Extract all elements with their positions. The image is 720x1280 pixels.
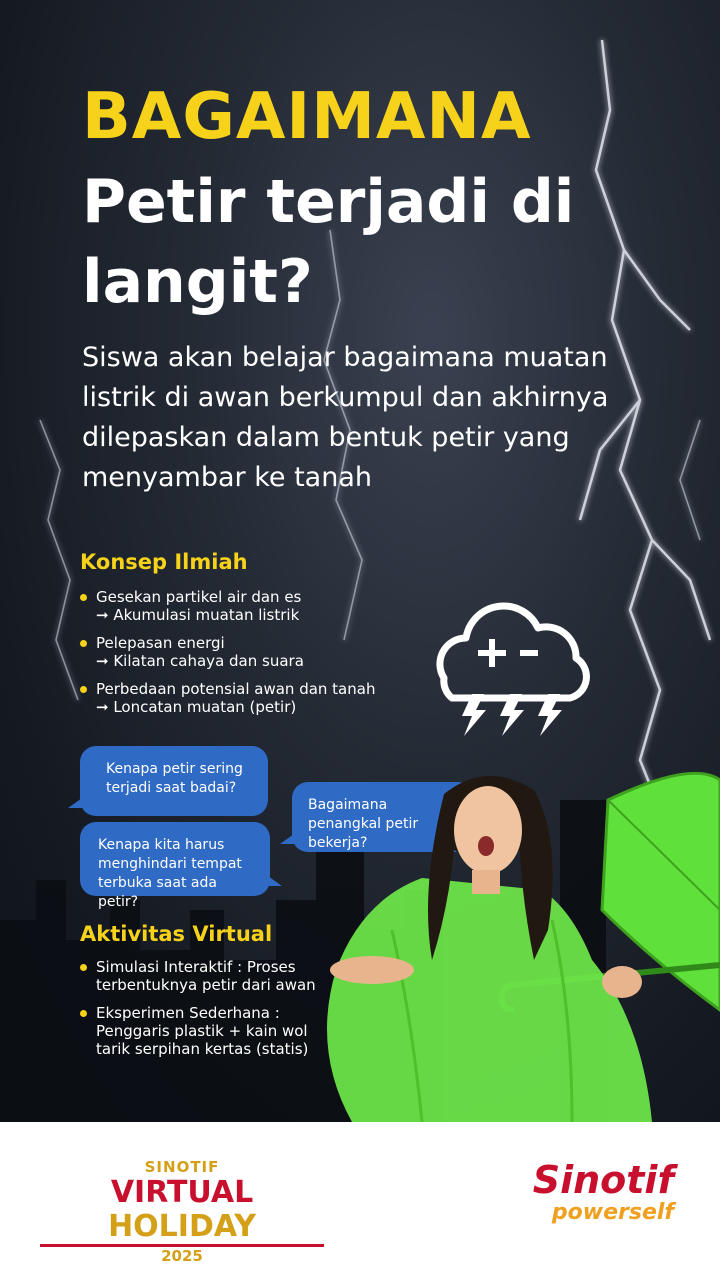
lightning-icon bbox=[462, 694, 562, 736]
konsep-item-result: ➞ Kilatan cahaya dan suara bbox=[96, 652, 304, 670]
bullet-icon bbox=[80, 1010, 87, 1017]
konsep-item-result: ➞ Loncatan muatan (petir) bbox=[96, 698, 297, 716]
event-top-label: SINOTIF bbox=[144, 1158, 220, 1176]
konsep-item-text: Perbedaan potensial awan dan tanah bbox=[96, 680, 376, 698]
bullet-icon bbox=[80, 594, 87, 601]
aktivitas-list bbox=[80, 958, 340, 1068]
brand-name: Sinotif bbox=[532, 1158, 674, 1202]
event-title bbox=[40, 1176, 324, 1247]
list-item bbox=[80, 680, 410, 716]
brand-tagline: powerself bbox=[551, 1200, 674, 1225]
list-item bbox=[80, 1004, 340, 1058]
event-year: 2025 bbox=[161, 1247, 203, 1265]
storm-cloud-icon bbox=[424, 590, 594, 754]
event-word-holiday: HOLIDAY bbox=[108, 1209, 256, 1244]
list-item bbox=[80, 588, 410, 624]
konsep-item-result: ➞ Akumulasi muatan listrik bbox=[96, 606, 300, 624]
bullet-icon bbox=[80, 686, 87, 693]
konsep-list bbox=[80, 588, 410, 726]
konsep-heading: Konsep Ilmiah bbox=[80, 550, 248, 574]
aktivitas-heading: Aktivitas Virtual bbox=[80, 922, 273, 946]
plus-icon bbox=[478, 639, 506, 667]
bullet-icon bbox=[80, 640, 87, 647]
minus-icon bbox=[520, 650, 538, 656]
konsep-item-text: Pelepasan energi bbox=[96, 634, 225, 652]
girl-with-umbrella-illustration bbox=[272, 760, 720, 1126]
virtual-holiday-logo bbox=[40, 1158, 324, 1265]
question-bubble-3: Bagaimana penangkal petir bekerja? bbox=[292, 782, 474, 852]
list-item bbox=[80, 958, 340, 994]
aktivitas-item-text: Eksperimen Sederhana : Penggaris plastik + kain wol tarik serpihan kertas (statis) bbox=[96, 1004, 309, 1058]
headline-white: Petir terjadi di langit? bbox=[82, 167, 575, 317]
list-item bbox=[80, 634, 410, 670]
intro-paragraph: Siswa akan belajar bagaimana muatan listrik di awan berkumpul dan akhirnya dilepaskan dalam bentuk petir yang menyambar ke tanah bbox=[82, 342, 609, 493]
event-word-virtual: VIRTUAL bbox=[110, 1175, 254, 1210]
question-bubble-2: Kenapa kita harus menghindari tempat terbuka saat ada petir? bbox=[80, 822, 270, 896]
headline-yellow: BAGAIMANA bbox=[82, 80, 532, 154]
aktivitas-item-text: Simulasi Interaktif : Proses terbentuknya petir dari awan bbox=[96, 958, 316, 994]
konsep-item-text: Gesekan partikel air dan es bbox=[96, 588, 302, 606]
sinotif-brand-logo bbox=[514, 1160, 674, 1226]
question-bubble-1: Kenapa petir sering terjadi saat badai? bbox=[80, 746, 268, 816]
bullet-icon bbox=[80, 964, 87, 971]
